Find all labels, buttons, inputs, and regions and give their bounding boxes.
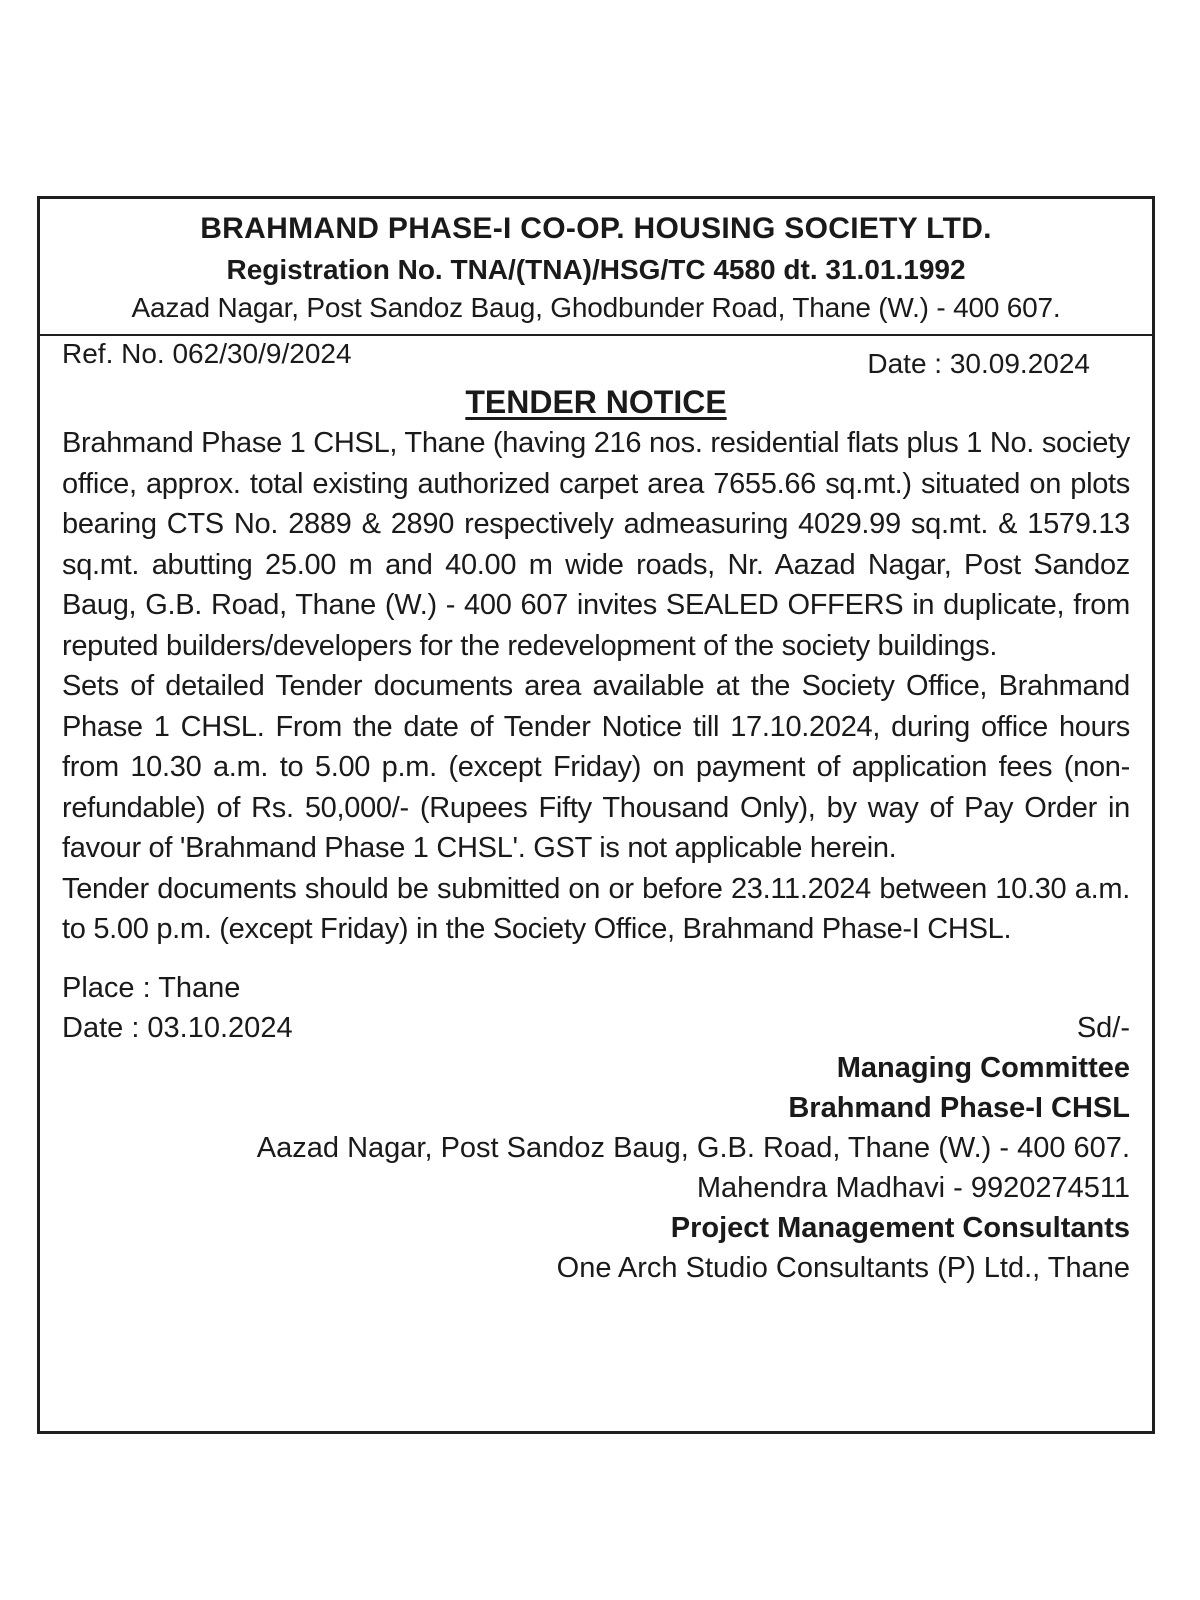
paragraph-tender-documents: Sets of detailed Tender documents area available at the Society Office, Brahmand Phase 1 CHSL. From the date of Tender Notice till 17.10.2024, during office hours from 10.30 a.m. to 5.00 p.m. (except Friday) on payment of application fees (non-refundable) of Rs. 50,000/- (Rupees Fifty Thousand Only), by way of Pay Order in favour of 'Brahmand Phase 1 CHSL'. GST is not applicable herein. [62, 670, 1130, 865]
place: Place : Thane [62, 971, 241, 1004]
notice-header [62, 211, 1130, 324]
reference-number: Ref. No. 062/30/9/2024 [62, 338, 352, 370]
reference-date: Date : 30.09.2024 [867, 348, 1090, 380]
tender-notice-box [37, 196, 1155, 1434]
pmc-name: One Arch Studio Consultants (P) Ltd., Thane [556, 1251, 1130, 1284]
signature-block [62, 1008, 1130, 1288]
society-short-name: Brahmand Phase-I CHSL [788, 1091, 1130, 1124]
paragraph-property-details: Brahmand Phase 1 CHSL, Thane (having 216 nos. residential flats plus 1 No. society office, approx. total existing authorized carpet area 7655.66 sq.mt.) situated on plots bearing CTS No. 2889 & 2890 respectively admeasuring 4029.99 sq.mt. & 1579.13 sq.mt. abutting 25.00 m and 40.00 m wide roads, Nr. Aazad Nagar, Post Sandoz Baug, G.B. Road, Thane (W.) - 400 607 invites SEALED OFFERS in duplicate, from reputed builders/developers for the redevelopment of the society buildings. [62, 427, 1130, 662]
footer-address: Aazad Nagar, Post Sandoz Baug, G.B. Road, Thane (W.) - 400 607. [256, 1131, 1130, 1164]
reference-row [62, 338, 1130, 380]
notice-title [62, 384, 1130, 421]
notice-date: Date : 03.10.2024 [62, 1011, 293, 1044]
contact-person: Mahendra Madhavi - 9920274511 [696, 1171, 1130, 1204]
registration-number: Registration No. TNA/(TNA)/HSG/TC 4580 dt. 31.01.1992 [226, 254, 966, 285]
pmc-label: Project Management Consultants [670, 1211, 1130, 1244]
society-name: BRAHMAND PHASE-I CO-OP. HOUSING SOCIETY LTD. [200, 212, 992, 245]
managing-committee: Managing Committee [836, 1051, 1130, 1084]
paragraph-submission: Tender documents should be submitted on or before 23.11.2024 between 10.30 a.m. to 5.00 p.m. (except Friday) in the Society Office, Brahmand Phase-I CHSL. [62, 872, 1130, 946]
header-divider [40, 334, 1152, 336]
society-address: Aazad Nagar, Post Sandoz Baug, Ghodbunder Road, Thane (W.) - 400 607. [131, 291, 1061, 323]
signed-mark: Sd/- [1076, 1011, 1130, 1044]
notice-title-text: TENDER NOTICE [465, 384, 727, 421]
